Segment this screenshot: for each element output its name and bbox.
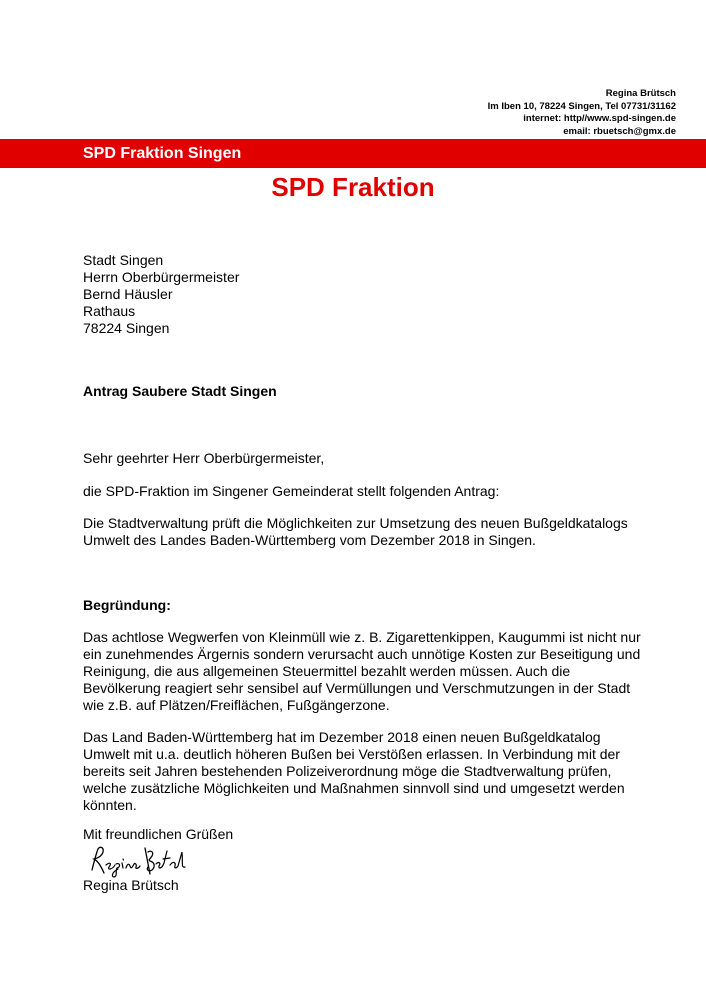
- salutation: Sehr geehrter Herr Oberbürgermeister,: [83, 450, 325, 466]
- recipient-address: [83, 252, 239, 337]
- request-paragraph: Die Stadtverwaltung prüft die Möglichkeiten zur Umsetzung des neuen Bußgeldkatalogs Umwelt des Landes Baden-Württemberg vom Dezember 2018 in Singen.: [83, 515, 628, 548]
- closing-phrase: Mit freundlichen Grüßen: [83, 826, 234, 842]
- band-title: SPD Fraktion Singen: [83, 145, 242, 162]
- sender-block: [488, 88, 676, 138]
- intro-paragraph: die SPD-Fraktion im Singener Gemeinderat stellt folgenden Antrag:: [83, 483, 500, 499]
- recipient-line: Rathaus: [83, 303, 136, 319]
- handwritten-signature: [88, 844, 198, 878]
- sender-name: Regina Brütsch: [605, 88, 676, 99]
- reasoning-paragraph-2: Das Land Baden-Württemberg hat im Dezember 2018 einen neuen Bußgeldkatalog Umwelt mit u.a. deutlich höheren Bußen bei Verstößen erlassen. In Verbindung mit der bereits seit Jahren bestehenden Polizeiverordnung möge die Stadtverwaltung prüfen, welche zusätzliche Möglichkeiten und Maßnahmen sinnvoll sind und umgesetzt werden könnten.: [83, 729, 625, 813]
- recipient-line: Stadt Singen: [83, 252, 164, 268]
- recipient-line: Bernd Häusler: [83, 286, 173, 302]
- recipient-line: 78224 Singen: [83, 320, 170, 336]
- reasoning-heading: Begründung:: [83, 597, 171, 613]
- recipient-line: Herrn Oberbürgermeister: [83, 269, 240, 285]
- sender-internet: internet: http//www.spd-singen.de: [523, 113, 676, 124]
- header-band: [0, 139, 706, 168]
- signature-name: Regina Brütsch: [83, 877, 179, 893]
- page-title: SPD Fraktion: [271, 172, 435, 202]
- subject-line: Antrag Saubere Stadt Singen: [83, 383, 277, 399]
- sender-address: Im Iben 10, 78224 Singen, Tel 07731/31162: [487, 100, 676, 112]
- reasoning-paragraph-1: Das achtlose Wegwerfen von Kleinmüll wie z. B. Zigarettenkippen, Kaugummi ist nicht nur ein zunehmendes Ärgernis sondern verursacht auch unnötige Kosten zur Beseitigung und Reinigung, die aus allgemeinen Steuermittel bezahlt werden müssen. Auch die Bevölkerung reagiert sehr sensibel auf Vermüllungen und Verschmutzungen in der Stadt wie z.B. auf Plätzen/Freiflächen, Fußgängerzone.: [83, 629, 641, 713]
- sender-email: email: rbuetsch@gmx.de: [563, 125, 676, 137]
